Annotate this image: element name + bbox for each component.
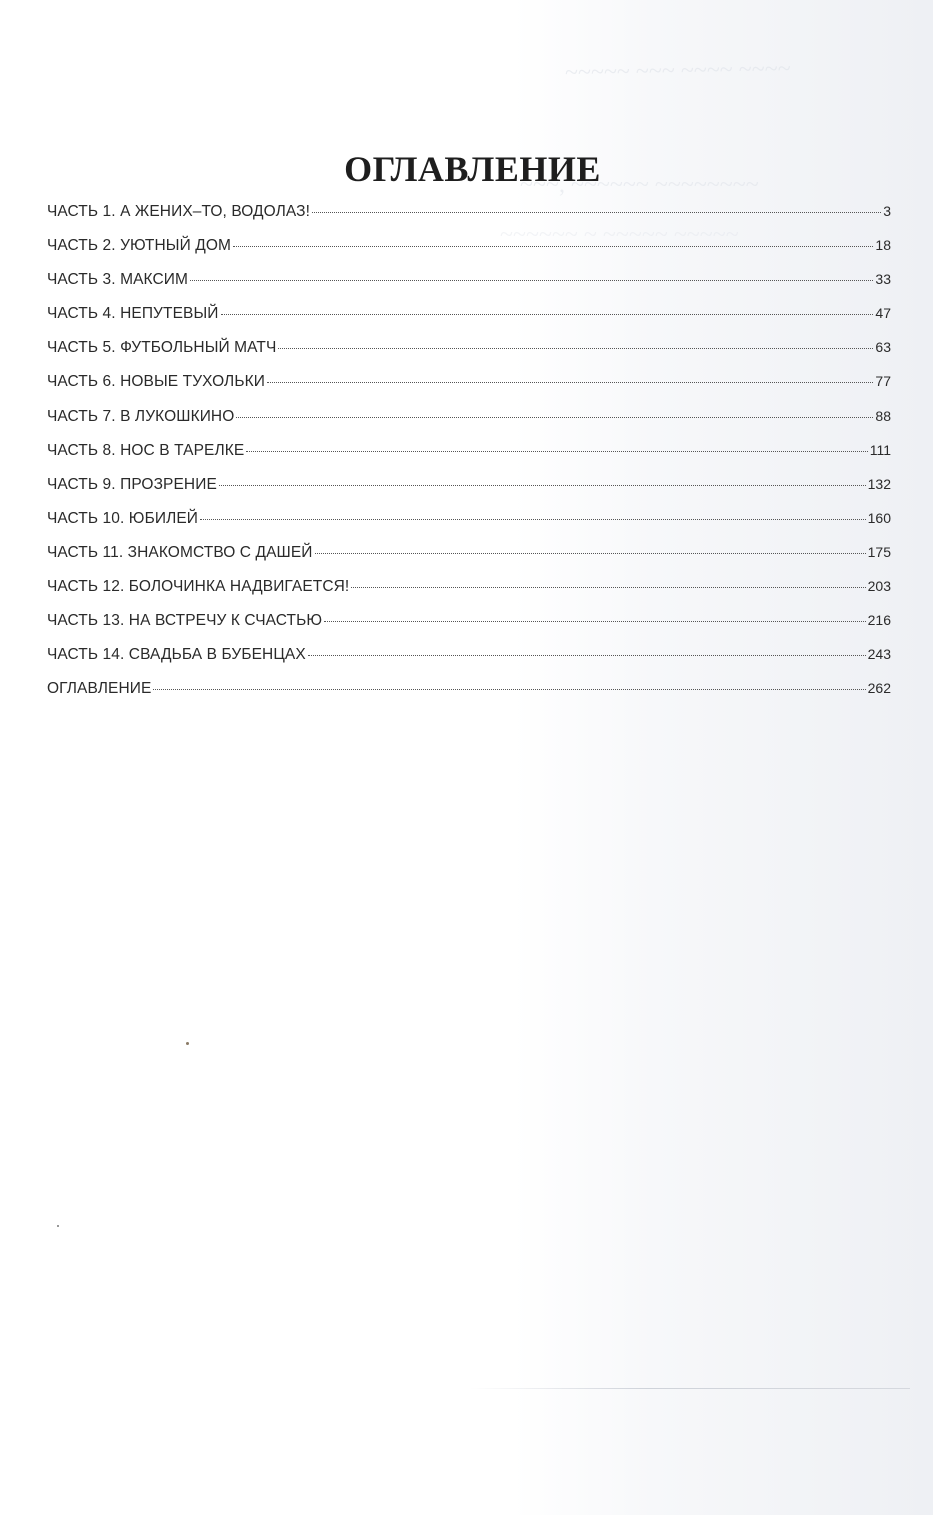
- toc-entry-page-number: 33: [875, 271, 891, 288]
- toc-entry-page-number: 216: [867, 612, 891, 629]
- toc-entry-page-number: 203: [867, 578, 891, 595]
- toc-entry: [47, 646, 891, 680]
- toc-entry: [47, 544, 891, 578]
- toc-entry-title: ЧАСТЬ 8. НОС В ТАРЕЛКЕ: [47, 441, 245, 459]
- toc-entry-page-number: 3: [883, 203, 891, 219]
- toc-entry-page-number: 160: [867, 509, 891, 526]
- bleed-through-text: ~~~~~ ~~~ ~~~~ ~~~~: [564, 56, 791, 86]
- toc-entry-title: ЧАСТЬ 10. ЮБИЛЕЙ: [47, 509, 199, 527]
- dot-leader: [278, 348, 873, 349]
- toc-entry: [47, 476, 891, 510]
- paper-speck: [186, 1042, 189, 1045]
- table-of-contents: [47, 203, 891, 714]
- dot-leader: [267, 382, 873, 383]
- toc-entry-title: ОГЛАВЛЕНИЕ: [47, 680, 152, 698]
- toc-entry-title: ЧАСТЬ 14. СВАДЬБА В БУБЕНЦАХ: [47, 646, 306, 664]
- dot-leader: [351, 587, 865, 588]
- dot-leader: [153, 689, 865, 690]
- dot-leader: [312, 212, 881, 213]
- toc-entry-title: ЧАСТЬ 13. НА ВСТРЕЧУ К СЧАСТЬЮ: [47, 612, 323, 630]
- page-edge-shadow: [470, 1388, 910, 1389]
- dot-leader: [200, 519, 866, 520]
- toc-entry: [47, 408, 891, 442]
- toc-entry-page-number: 243: [867, 646, 891, 663]
- toc-entry: [47, 578, 891, 612]
- toc-entry-title: ЧАСТЬ 5. ФУТБОЛЬНЫЙ МАТЧ: [47, 339, 277, 357]
- toc-entry: [47, 373, 891, 407]
- toc-entry: [47, 612, 891, 646]
- toc-entry: [47, 442, 891, 476]
- toc-entry-title: ЧАСТЬ 6. НОВЫЕ ТУХОЛЬКИ: [47, 373, 265, 391]
- toc-entry-page-number: 88: [875, 407, 891, 424]
- toc-entry: [47, 237, 891, 271]
- toc-entry-title: ЧАСТЬ 7. В ЛУКОШКИНО: [47, 407, 235, 425]
- bleed-through-text: ~~~, ~~~~~~ ~~~~~~~~: [520, 172, 759, 198]
- toc-entry-page-number: 132: [867, 475, 891, 492]
- toc-entry-title: ЧАСТЬ 4. НЕПУТЕВЫЙ: [47, 305, 219, 323]
- toc-entry: [47, 339, 891, 373]
- toc-entry-page-number: 47: [875, 305, 891, 322]
- toc-entry-page-number: 175: [867, 543, 891, 560]
- dot-leader: [324, 621, 866, 622]
- toc-entry-page-number: 18: [875, 237, 891, 254]
- toc-entry-page-number: 63: [875, 339, 891, 356]
- toc-entry: [47, 203, 891, 237]
- toc-entry: [47, 510, 891, 544]
- dot-leader: [246, 451, 867, 452]
- dot-leader: [219, 485, 866, 486]
- dot-leader: [190, 280, 873, 281]
- toc-entry: [47, 305, 891, 339]
- toc-entry: [47, 271, 891, 305]
- toc-entry-title: ЧАСТЬ 2. УЮТНЫЙ ДОМ: [47, 237, 232, 255]
- toc-entry: [47, 680, 891, 714]
- dot-leader: [315, 553, 866, 554]
- bleed-through-text: ~~~~~~ ~ ~~~~~ ~~~~~: [500, 222, 739, 248]
- page-title: ОГЛАВЛЕНИЕ: [344, 149, 601, 190]
- toc-entry-title: ЧАСТЬ 11. ЗНАКОМСТВО С ДАШЕЙ: [47, 543, 313, 561]
- toc-entry-title: ЧАСТЬ 12. БОЛОЧИНКА НАДВИГАЕТСЯ!: [47, 578, 350, 596]
- dot-leader: [221, 314, 874, 315]
- toc-entry-title: ЧАСТЬ 9. ПРОЗРЕНИЕ: [47, 475, 217, 493]
- dot-leader: [308, 655, 866, 656]
- toc-entry-title: ЧАСТЬ 1. А ЖЕНИХ–ТО, ВОДОЛАЗ!: [47, 203, 311, 220]
- toc-entry-title: ЧАСТЬ 3. МАКСИМ: [47, 271, 189, 289]
- dot-leader: [236, 417, 873, 418]
- paper-speck: [57, 1225, 59, 1227]
- dot-leader: [233, 246, 873, 247]
- toc-entry-page-number: 111: [869, 441, 891, 458]
- toc-entry-page-number: 262: [867, 680, 891, 697]
- toc-entry-page-number: 77: [875, 373, 891, 390]
